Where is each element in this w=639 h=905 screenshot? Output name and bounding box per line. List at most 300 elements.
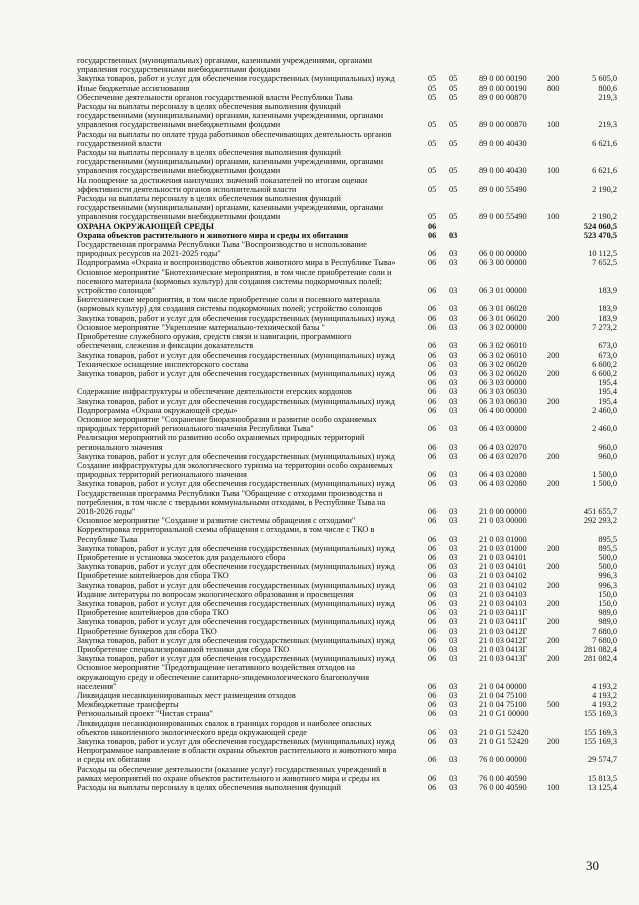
target-article-code: 21 0 03 04103	[479, 589, 527, 599]
budget-table	[77, 56, 617, 792]
row-name: Основное мероприятие "Биотехнические мероприятия, в том числе приобретение соли и посевного материала (кормовых культур) для создания системы подкормочных полей; устройство солонцов"	[77, 267, 392, 296]
amount: 150,0	[598, 598, 617, 608]
target-article-code: 06 3 02 00000	[479, 322, 527, 332]
section-code: 06	[428, 773, 437, 783]
table-row	[77, 525, 617, 543]
expense-type-code: 100	[547, 212, 560, 222]
row-name: Приобретение специализированной техники для сбора ТКО	[77, 645, 290, 654]
target-article-code: 76 0 00 40590	[479, 773, 527, 783]
subsection-code: 03	[449, 350, 458, 360]
target-article-code: 06 3 01 06020	[479, 313, 527, 323]
section-code: 06	[428, 359, 437, 369]
table-row	[77, 323, 617, 332]
section-code: 06	[428, 681, 437, 691]
subsection-code: 03	[449, 322, 458, 332]
amount: 800,6	[598, 83, 617, 93]
subsection-code: 05	[449, 74, 458, 84]
target-article-code: 21 0 03 04102	[479, 571, 527, 581]
section-code: 06	[428, 313, 437, 323]
subsection-code: 03	[449, 387, 458, 397]
subsection-code: 03	[449, 700, 458, 710]
table-row	[77, 231, 617, 240]
table-row	[77, 452, 617, 461]
row-name: Закупка товаров, работ и услуг для обеспечения государственных (муниципальных) нужд	[77, 635, 395, 645]
row-name: Расходы на выплаты персоналу в целях обеспечения выполнения функций государственными (муниципальными) органами, казенными учреждениями, органами управления государственными внебюджетными фондами	[77, 148, 384, 176]
table-row	[77, 314, 617, 323]
section-code: 06	[428, 645, 437, 654]
table-row	[77, 415, 617, 433]
amount: 219,3	[598, 120, 617, 130]
section-code: 06	[428, 783, 437, 793]
row-name: Закупка товаров, работ и услуг для обеспечения государственных (муниципальных) нужд	[77, 562, 395, 572]
subsection-code: 05	[449, 120, 458, 130]
amount: 1 500,0	[592, 470, 617, 480]
section-code: 05	[428, 74, 437, 84]
section-code: 06	[428, 304, 437, 314]
row-name: Закупка товаров, работ и услуг для обеспечения государственных (муниципальных) нужд	[77, 350, 395, 360]
amount: 4 193,2	[592, 700, 617, 710]
expense-type-code: 200	[547, 635, 560, 645]
row-name: Расходы на обеспечение деятельности (оказание услуг) государственных учреждений в рамках мероприятий по охране объектов растительного и животного мира и среды их	[77, 764, 387, 783]
amount: 2 190,2	[592, 212, 617, 222]
amount: 673,0	[598, 350, 617, 360]
target-article-code: 21 0 03 04102	[479, 580, 527, 590]
table-row	[77, 387, 617, 396]
amount: 183,9	[598, 286, 617, 296]
row-name: Государственная программа Республики Тыва "Обращение с отходами производства и потребления, в том числе с твердыми коммунальными отходами, в Республике Тыва на 2018-2026 годы"	[77, 488, 386, 516]
row-name: Непрограммное направление в области охраны объектов растительного и животного мира и среды их обитания	[77, 746, 397, 765]
target-article-code: 89 0 00 00190	[479, 83, 527, 93]
table-row	[77, 553, 617, 562]
target-article-code: 76 0 00 00000	[479, 755, 527, 765]
amount: 996,3	[598, 571, 617, 581]
subsection-code: 03	[449, 249, 458, 259]
amount: 15 813,5	[587, 773, 617, 783]
amount: 219,3	[598, 92, 617, 102]
target-article-code: 89 0 00 55490	[479, 212, 527, 222]
subsection-code: 05	[449, 166, 458, 176]
expense-type-code: 200	[547, 451, 560, 461]
target-article-code: 06 3 02 06020	[479, 368, 527, 378]
row-name: Биотехнические мероприятия, в том числе приобретение соли и посевного материала (кормовых культур) для создания системы подкормочных полей; устройство солонцов	[77, 295, 383, 314]
amount: 183,9	[598, 304, 617, 314]
subsection-code: 03	[449, 580, 458, 590]
expense-type-code: 200	[547, 350, 560, 360]
target-article-code: 21 0 03 00000	[479, 516, 527, 526]
section-code: 05	[428, 212, 437, 222]
row-name: Приобретение бункеров для сбора ТКО	[77, 626, 217, 636]
target-article-code: 21 0 04 75100	[479, 691, 527, 701]
subsection-code: 03	[449, 286, 458, 296]
target-article-code: 06 3 00 00000	[479, 258, 527, 268]
target-article-code: 06 0 00 00000	[479, 249, 527, 259]
section-code: 06	[428, 755, 437, 765]
amount: 195,4	[598, 396, 617, 406]
row-name: Основное мероприятие "Укрепление материально-технической базы "	[77, 322, 325, 332]
table-row	[77, 258, 617, 267]
target-article-code: 06 3 02 06020	[479, 359, 527, 369]
subsection-code: 05	[449, 83, 458, 93]
expense-type-code: 100	[547, 120, 560, 130]
amount: 960,0	[598, 451, 617, 461]
table-row	[77, 737, 617, 746]
table-row	[77, 406, 617, 415]
target-article-code: 06 3 03 06030	[479, 387, 527, 397]
subsection-code: 03	[449, 709, 458, 719]
subsection-code: 03	[449, 534, 458, 544]
amount: 195,4	[598, 378, 617, 388]
subsection-code: 03	[449, 506, 458, 516]
subsection-code: 03	[449, 589, 458, 599]
target-article-code: 06 3 02 06010	[479, 341, 527, 351]
amount: 895,5	[598, 543, 617, 553]
table-row	[77, 332, 617, 350]
subsection-code: 03	[449, 543, 458, 553]
amount: 500,0	[598, 562, 617, 572]
row-name: Приобретение служебного оружия, средств связи и навигации, программного обеспечения, слежения и фиксации доказательств	[77, 332, 352, 351]
target-article-code: 21 0 03 04101	[479, 562, 527, 572]
subsection-code: 03	[449, 552, 458, 562]
target-article-code: 21 0 03 0411Г	[479, 617, 528, 627]
subsection-code: 05	[449, 184, 458, 194]
row-name: Содержание инфраструктуры и обеспечение деятельности егерских кордонов	[77, 387, 352, 397]
amount: 155 169,3	[583, 737, 617, 747]
page-number: 30	[586, 858, 599, 873]
section-code: 06	[428, 580, 437, 590]
amount: 500,0	[598, 552, 617, 562]
subsection-code: 03	[449, 442, 458, 452]
subsection-code: 03	[449, 304, 458, 314]
section-code: 06	[428, 552, 437, 562]
target-article-code: 89 0 00 55490	[479, 184, 527, 194]
row-name: Приобретение контейнеров для сбора ТКО	[77, 571, 229, 581]
section-code: 05	[428, 92, 437, 102]
amount: 6 600,2	[592, 368, 617, 378]
table-row	[77, 369, 617, 378]
expense-type-code: 200	[547, 598, 560, 608]
section-code: 06	[428, 378, 437, 388]
table-row	[77, 746, 617, 764]
target-article-code: 21 0 03 04101	[479, 552, 527, 562]
table-row	[77, 783, 617, 792]
table-row	[77, 295, 617, 313]
section-code: 06	[428, 709, 437, 719]
row-name: Основное мероприятие "Предотвращение негативного воздействия отходов на окружающую среду и обеспечение санитарно-эпидемиологического благополучия населения"	[77, 663, 370, 691]
amount: 673,0	[598, 341, 617, 351]
amount: 2 190,2	[592, 184, 617, 194]
subsection-code: 03	[449, 341, 458, 351]
target-article-code: 06 4 03 02070	[479, 442, 527, 452]
row-name: Ликвидация несанкционированных мест размещения отходов	[77, 691, 296, 701]
section-code: 06	[428, 635, 437, 645]
amount: 155 169,3	[583, 727, 617, 737]
row-name: Закупка товаров, работ и услуг для обеспечения государственных (муниципальных) нужд	[77, 451, 395, 461]
row-name: Закупка товаров, работ и услуг для обеспечения государственных (муниципальных) нужд	[77, 580, 395, 590]
row-name: Закупка товаров, работ и услуг для обеспечения государственных (муниципальных) нужд	[77, 368, 395, 378]
expense-type-code: 200	[547, 74, 560, 84]
row-name: Подпрограмма «Охрана окружающей среды»	[77, 405, 238, 415]
amount: 523 470,5	[583, 230, 617, 240]
amount: 960,0	[598, 442, 617, 452]
target-article-code: 06 3 01 00000	[479, 286, 527, 296]
section-code: 06	[428, 470, 437, 480]
amount: 292 293,2	[583, 516, 617, 526]
amount: 7 273,2	[592, 322, 617, 332]
subsection-code: 03	[449, 258, 458, 268]
amount: 155 169,3	[583, 709, 617, 719]
table-row	[77, 627, 617, 636]
subsection-code: 03	[449, 608, 458, 618]
row-name: Расходы на выплаты персоналу в целях обеспечения выполнения функций государственными (муниципальными) органами, казенными учреждениями, органами управления государственными внебюджетными фондами	[77, 194, 384, 222]
subsection-code: 03	[449, 424, 458, 434]
target-article-code: 21 0 00 00000	[479, 506, 527, 516]
section-code: 06	[428, 589, 437, 599]
section-code: 05	[428, 83, 437, 93]
row-name: Основное мероприятие "Сохранение биоразнообразия и развитие особо охраняемых природных территорий регионального значения Республики Тыва"	[77, 414, 377, 434]
amount: 13 125,4	[587, 783, 617, 793]
target-article-code: 06 4 03 02080	[479, 470, 527, 480]
row-name: Расходы на выплаты персоналу в целях обеспечения выполнения функций государственными (муниципальными) органами, казенными учреждениями, органами управления государственными внебюджетными фондами	[77, 102, 384, 130]
amount: 6 621,6	[592, 166, 617, 176]
table-row	[77, 240, 617, 258]
amount: 10 112,5	[588, 249, 617, 259]
amount: 6 600,2	[592, 359, 617, 369]
section-code: 06	[428, 691, 437, 701]
row-name: Закупка товаров, работ и услуг для обеспечения государственных (муниципальных) нужд	[77, 654, 395, 664]
table-row	[77, 351, 617, 360]
target-article-code: 06 3 02 06010	[479, 350, 527, 360]
subsection-code: 03	[449, 727, 458, 737]
table-row	[77, 74, 617, 83]
table-row	[77, 378, 617, 387]
expense-type-code: 200	[547, 479, 560, 489]
table-row	[77, 56, 617, 74]
section-code: 06	[428, 424, 437, 434]
row-name: Корректировка территориальной схемы обращения с отходами, в том числе с ТКО в Республике Тыва	[77, 525, 375, 544]
section-code: 06	[428, 249, 437, 259]
section-code: 06	[428, 516, 437, 526]
row-name: Ликвидация несанкционированных свалок в границах городов и наиболее опасных объектов накопленного экологического вреда окружающей среде	[77, 718, 372, 737]
subsection-code: 03	[449, 635, 458, 645]
amount: 29 574,7	[587, 755, 617, 765]
row-name: Расходы на выплаты по оплате труда работников обеспечивающих деятельность органов государственной власти	[77, 129, 392, 148]
table-row	[77, 645, 617, 654]
subsection-code: 03	[449, 470, 458, 480]
row-name: Иные бюджетные ассигнования	[77, 83, 190, 93]
target-article-code: 21 0 04 75100	[479, 700, 527, 710]
section-code: 06	[428, 598, 437, 608]
section-code: 06	[428, 221, 437, 231]
table-row	[77, 433, 617, 451]
section-code: 06	[428, 368, 437, 378]
amount: 4 193,2	[592, 681, 617, 691]
table-row	[77, 571, 617, 580]
table-row	[77, 93, 617, 102]
table-row	[77, 148, 617, 176]
subsection-code: 03	[449, 396, 458, 406]
table-row	[77, 397, 617, 406]
table-row	[77, 765, 617, 783]
row-name: Закупка товаров, работ и услуг для обеспечения государственных (муниципальных) нужд	[77, 479, 395, 489]
row-name: государственных (муниципальных) органами, казенными учреждениями, органами управления государственными внебюджетными фондами	[77, 56, 373, 75]
section-code: 05	[428, 138, 437, 148]
section-code: 06	[428, 286, 437, 296]
section-code: 06	[428, 322, 437, 332]
table-row	[77, 360, 617, 369]
table-row	[77, 654, 617, 663]
amount: 4 193,2	[592, 691, 617, 701]
subsection-code: 05	[449, 212, 458, 222]
target-article-code: 21 0 03 0412Г	[479, 635, 528, 645]
target-article-code: 89 0 00 00870	[479, 120, 527, 130]
row-name: Государственная программа Республики Тыва "Воспроизводство и использование природных ресурсов на 2021-2025 годы"	[77, 240, 367, 259]
table-row	[77, 709, 617, 718]
row-name: Создание инфраструктуры для экологического туризма на территории особо охраняемых природных территорий регионального значения	[77, 460, 393, 480]
row-name: Расходы на выплаты персоналу в целях обеспечения выполнения функций	[77, 783, 341, 793]
amount: 524 060,5	[583, 221, 617, 231]
amount: 989,0	[598, 617, 617, 627]
section-code: 06	[428, 350, 437, 360]
target-article-code: 21 0 03 04103	[479, 598, 527, 608]
target-article-code: 21 0 G1 00000	[479, 709, 529, 719]
target-article-code: 21 0 03 01000	[479, 543, 527, 553]
table-row	[77, 663, 617, 691]
target-article-code: 21 0 03 0412Г	[479, 626, 528, 636]
target-article-code: 06 3 03 06030	[479, 396, 527, 406]
subsection-code: 03	[449, 626, 458, 636]
section-code: 06	[428, 451, 437, 461]
subsection-code: 03	[449, 783, 458, 793]
amount: 5 605,0	[592, 74, 617, 84]
target-article-code: 21 0 03 0413Г	[479, 645, 528, 654]
subsection-code: 03	[449, 645, 458, 654]
section-code: 06	[428, 562, 437, 572]
section-code: 06	[428, 700, 437, 710]
section-code: 06	[428, 617, 437, 627]
amount: 7 680,0	[592, 635, 617, 645]
subsection-code: 03	[449, 681, 458, 691]
subsection-code: 03	[449, 598, 458, 608]
table-row	[77, 636, 617, 645]
amount: 989,0	[598, 608, 617, 618]
subsection-code: 03	[449, 617, 458, 627]
target-article-code: 89 0 00 40430	[479, 138, 527, 148]
subsection-code: 03	[449, 654, 458, 664]
target-article-code: 89 0 00 40430	[479, 166, 527, 176]
section-code: 06	[428, 534, 437, 544]
target-article-code: 21 0 G1 52420	[479, 727, 529, 737]
expense-type-code: 200	[547, 580, 560, 590]
table-row	[77, 268, 617, 296]
amount: 195,4	[598, 387, 617, 397]
row-name: Основное мероприятие "Создание и развитие системы обращения с отходами"	[77, 516, 356, 526]
table-row	[77, 700, 617, 709]
amount: 7 680,0	[592, 626, 617, 636]
section-code: 06	[428, 387, 437, 397]
subsection-code: 03	[449, 691, 458, 701]
table-row	[77, 617, 617, 626]
amount: 996,3	[598, 580, 617, 590]
row-name: Региональный проект "Чистая страна"	[77, 709, 213, 719]
table-row	[77, 581, 617, 590]
row-name: Закупка товаров, работ и услуг для обеспечения государственных (муниципальных) нужд	[77, 598, 395, 608]
amount: 281 082,4	[583, 654, 617, 664]
target-article-code: 89 0 00 00870	[479, 92, 527, 102]
section-code: 06	[428, 654, 437, 664]
expense-type-code: 200	[547, 617, 560, 627]
target-article-code: 06 3 01 06020	[479, 304, 527, 314]
section-code: 05	[428, 184, 437, 194]
expense-type-code: 800	[547, 83, 560, 93]
section-code: 06	[428, 230, 437, 240]
amount: 183,9	[598, 313, 617, 323]
section-code: 06	[428, 737, 437, 747]
amount: 2 460,0	[592, 424, 617, 434]
subsection-code: 03	[449, 378, 458, 388]
subsection-code: 03	[449, 755, 458, 765]
row-name: Закупка товаров, работ и услуг для обеспечения государственных (муниципальных) нужд	[77, 396, 395, 406]
target-article-code: 76 0 00 40590	[479, 783, 527, 793]
table-row	[77, 599, 617, 608]
expense-type-code: 200	[547, 368, 560, 378]
subsection-code: 03	[449, 773, 458, 783]
expense-type-code: 500	[547, 700, 560, 710]
row-name: Межбюджетные трансферты	[77, 700, 179, 710]
expense-type-code: 200	[547, 654, 560, 664]
expense-type-code: 100	[547, 166, 560, 176]
section-code: 06	[428, 626, 437, 636]
subsection-code: 03	[449, 737, 458, 747]
target-article-code: 06 4 00 00000	[479, 405, 527, 415]
subsection-code: 03	[449, 451, 458, 461]
table-row	[77, 222, 617, 231]
row-name: Закупка товаров, работ и услуг для обеспечения государственных (муниципальных) нужд	[77, 737, 395, 747]
amount: 150,0	[598, 589, 617, 599]
subsection-code: 03	[449, 368, 458, 378]
row-name: На поощрение за достижения наилучших значений показателей по итогам оценки эффективности деятельности органов исполнительной власти	[77, 175, 368, 194]
subsection-code: 03	[449, 230, 458, 240]
subsection-code: 05	[449, 138, 458, 148]
expense-type-code: 200	[547, 543, 560, 553]
row-name: Техническое оснащение инспекторского состава	[77, 359, 249, 369]
row-name: Закупка товаров, работ и услуг для обеспечения государственных (муниципальных) нужд	[77, 313, 395, 323]
section-code: 06	[428, 727, 437, 737]
section-code: 06	[428, 405, 437, 415]
table-row	[77, 176, 617, 194]
table-row	[77, 84, 617, 93]
section-code: 06	[428, 506, 437, 516]
row-name: Закупка товаров, работ и услуг для обеспечения государственных (муниципальных) нужд	[77, 74, 395, 84]
table-row	[77, 562, 617, 571]
section-code: 06	[428, 571, 437, 581]
amount: 1 500,0	[592, 479, 617, 489]
section-code: 05	[428, 166, 437, 176]
section-code: 06	[428, 396, 437, 406]
target-article-code: 89 0 00 00190	[479, 74, 527, 84]
section-code: 06	[428, 479, 437, 489]
table-row	[77, 489, 617, 517]
table-row	[77, 479, 617, 488]
subsection-code: 03	[449, 479, 458, 489]
section-code: 06	[428, 341, 437, 351]
subsection-code: 03	[449, 562, 458, 572]
table-row	[77, 691, 617, 700]
row-name: Охрана объектов растительного и животного мира и среды их обитания	[77, 230, 349, 240]
section-code: 06	[428, 543, 437, 553]
amount: 7 652,5	[592, 258, 617, 268]
row-name: Приобретение и установка экосеток для раздельного сбора	[77, 552, 286, 562]
table-row	[77, 194, 617, 222]
